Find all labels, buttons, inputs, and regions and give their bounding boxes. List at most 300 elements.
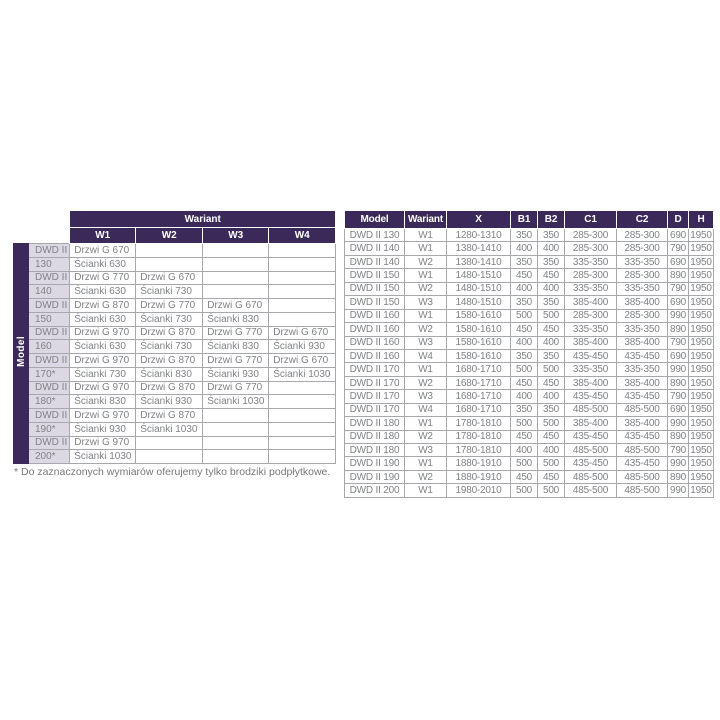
dimension-cell: 690 (668, 296, 689, 309)
dimension-cell: 1780-1810 (447, 430, 511, 443)
dimension-cell: 990 (668, 417, 689, 430)
dimension-cell: 1880-1910 (447, 457, 511, 470)
scianki-cell (269, 312, 336, 326)
dimension-cell: 350 (511, 349, 538, 362)
drzwi-cell (269, 381, 336, 395)
dimension-cell: 335-350 (617, 323, 668, 336)
dimension-cell: 350 (538, 255, 565, 268)
dimension-cell: 350 (511, 229, 538, 242)
dimension-cell: 350 (538, 349, 565, 362)
dimension-cell: 450 (511, 376, 538, 389)
dimension-cell: 385-400 (565, 417, 617, 430)
dimensions-table (344, 210, 714, 498)
dimension-cell: 1950 (690, 256, 712, 268)
dimension-cell: 435-450 (565, 457, 617, 470)
model-number-cell: 160 (29, 340, 70, 354)
dimension-cell: 285-300 (617, 269, 668, 282)
table-row (345, 282, 714, 295)
scianki-cell: Ścianki 1030 (70, 450, 136, 464)
variant-table-header (14, 211, 336, 244)
scianki-cell: Ścianki 730 (136, 340, 203, 354)
scianki-cell: Ścianki 930 (136, 395, 203, 409)
dimension-cell: 990 (668, 309, 689, 322)
dimension-cell: 450 (538, 269, 565, 282)
dimension-cell: 1380-1410 (447, 242, 511, 255)
model-number-cell: 190* (29, 422, 70, 436)
table-row (14, 285, 336, 299)
dimension-cell: 790 (668, 390, 689, 403)
dimensions-col-header: B2 (538, 211, 565, 229)
scianki-cell (269, 395, 336, 409)
dimension-cell: 435-450 (617, 349, 668, 362)
table-row (14, 244, 336, 258)
drzwi-cell (136, 436, 203, 450)
dimension-cell: 1780-1810 (447, 417, 511, 430)
scianki-cell: Ścianki 730 (70, 367, 136, 381)
dimension-cell: 485-500 (617, 484, 668, 497)
table-row (14, 340, 336, 354)
drzwi-cell (203, 244, 269, 258)
model-number-cell: 180* (29, 395, 70, 409)
dimension-cell: 385-400 (617, 296, 668, 309)
drzwi-cell: Drzwi G 770 (203, 354, 269, 368)
table-row (345, 255, 714, 268)
scianki-cell: Ścianki 830 (70, 395, 136, 409)
dimensions-table-header (345, 211, 714, 229)
drzwi-cell: Drzwi G 670 (136, 271, 203, 285)
variant-col-header: W2 (136, 228, 203, 244)
dimension-cell: 1950 (690, 270, 712, 282)
model-axis-label: Model (15, 335, 27, 367)
dimension-cell: 1950 (690, 310, 712, 322)
scianki-cell: Ścianki 830 (136, 367, 203, 381)
table-row (14, 271, 336, 285)
dimension-cell: 335-350 (565, 282, 617, 295)
dimension-cell: W1 (405, 484, 447, 497)
dimension-cell: DWD II 150 (345, 296, 405, 309)
dimension-cell: 1880-1910 (447, 470, 511, 483)
dimensions-col-header: X (447, 211, 511, 229)
variant-header-row (14, 211, 336, 228)
dimension-cell: 500 (538, 309, 565, 322)
scianki-cell (203, 257, 269, 271)
table-row (345, 484, 714, 497)
dimension-cell: 790 (668, 242, 689, 255)
dimension-cell: 1950 (690, 350, 712, 362)
variant-columns-row (14, 228, 336, 244)
dimension-cell: 400 (538, 336, 565, 349)
dimension-cell: 890 (668, 470, 689, 483)
table-row (345, 457, 714, 470)
table-row (345, 390, 714, 403)
dimension-cell: 1950 (690, 323, 712, 335)
drzwi-cell: Drzwi G 870 (136, 409, 203, 423)
dimensions-table-body (345, 229, 714, 498)
dimension-cell: 385-400 (565, 296, 617, 309)
drzwi-cell (269, 299, 336, 313)
dimension-cell: W2 (405, 282, 447, 295)
table-row (14, 409, 336, 423)
table-row (14, 381, 336, 395)
scianki-cell (269, 422, 336, 436)
dimension-cell: DWD II 170 (345, 376, 405, 389)
dimension-cell: 450 (511, 430, 538, 443)
table-row (345, 323, 714, 336)
dimension-cell: 485-500 (617, 470, 668, 483)
table-row (345, 363, 714, 376)
drzwi-cell (203, 436, 269, 450)
scianki-cell: Ścianki 930 (269, 340, 336, 354)
dimension-cell: W1 (405, 363, 447, 376)
dimension-cell: 790 (668, 444, 689, 457)
model-number-cell: 140 (29, 285, 70, 299)
dimension-cell: 1950 (690, 337, 712, 349)
dimension-cell: W3 (405, 296, 447, 309)
dimension-cell: 485-500 (565, 403, 617, 416)
drzwi-cell: Drzwi G 970 (70, 409, 136, 423)
table-row (345, 349, 714, 362)
dimension-cell: 1950 (690, 229, 712, 241)
variant-table-body (14, 244, 336, 464)
dimension-cell: 400 (511, 242, 538, 255)
table-row (345, 470, 714, 483)
dimension-cell: 435-450 (565, 390, 617, 403)
dimension-cell: 385-400 (617, 417, 668, 430)
dimension-cell: 350 (538, 229, 565, 242)
dimension-cell: 1950 (690, 364, 712, 376)
dimension-cell: 335-350 (617, 255, 668, 268)
scianki-cell: Ścianki 1030 (136, 422, 203, 436)
model-name-cell: DWD II (29, 409, 70, 423)
scianki-cell: Ścianki 830 (203, 340, 269, 354)
dimension-cell: 690 (668, 349, 689, 362)
dimension-cell: 485-500 (565, 470, 617, 483)
model-name-cell: DWD II (29, 381, 70, 395)
table-row (14, 257, 336, 271)
dimension-cell: 450 (511, 269, 538, 282)
dimension-cell: W2 (405, 430, 447, 443)
dimension-cell: 385-400 (565, 376, 617, 389)
table-row (345, 417, 714, 430)
variant-table (13, 210, 336, 464)
dimension-cell: 485-500 (617, 403, 668, 416)
table-row (14, 422, 336, 436)
dimension-cell: 350 (538, 296, 565, 309)
dimension-cell: 500 (538, 417, 565, 430)
dimension-cell: W2 (405, 323, 447, 336)
dimension-cell: 890 (668, 323, 689, 336)
dimension-cell: 1480-1510 (447, 296, 511, 309)
dimension-cell: W4 (405, 349, 447, 362)
model-name-cell: DWD II (29, 244, 70, 258)
table-row (345, 336, 714, 349)
table-row (345, 296, 714, 309)
dimension-cell: 285-300 (565, 269, 617, 282)
scianki-cell (136, 257, 203, 271)
dimension-cell: 500 (511, 363, 538, 376)
dimension-cell: 350 (511, 255, 538, 268)
dimension-cell: 385-400 (617, 336, 668, 349)
dimension-cell: 1780-1810 (447, 444, 511, 457)
dimension-cell: 350 (511, 296, 538, 309)
dimension-cell: 1980-2010 (447, 484, 511, 497)
dimension-cell: 500 (538, 484, 565, 497)
dimension-cell: 1950 (690, 390, 712, 402)
table-row (14, 312, 336, 326)
variant-col-header: W3 (203, 228, 269, 244)
table-row (14, 354, 336, 368)
dimension-cell: 450 (511, 323, 538, 336)
scianki-cell (203, 422, 269, 436)
dimension-cell: DWD II 160 (345, 349, 405, 362)
model-name-cell: DWD II (29, 271, 70, 285)
dimension-cell: 335-350 (565, 255, 617, 268)
dimension-cell: 790 (668, 282, 689, 295)
drzwi-cell: Drzwi G 970 (70, 381, 136, 395)
model-number-cell: 150 (29, 312, 70, 326)
dimension-cell: DWD II 180 (345, 444, 405, 457)
dimension-cell: 1480-1510 (447, 282, 511, 295)
drzwi-cell: Drzwi G 970 (70, 354, 136, 368)
dimension-cell: 450 (538, 430, 565, 443)
dimension-cell: 285-300 (617, 229, 668, 242)
dimension-cell: 400 (538, 282, 565, 295)
table-row (14, 299, 336, 313)
table-row (14, 367, 336, 381)
dimension-cell: DWD II 170 (345, 363, 405, 376)
scianki-cell (269, 450, 336, 464)
dimension-cell: DWD II 170 (345, 403, 405, 416)
dimension-cell: 1950 (690, 296, 712, 308)
dimension-cell: 400 (538, 444, 565, 457)
table-row (14, 395, 336, 409)
dimension-cell: W1 (405, 269, 447, 282)
dimensions-col-header: C1 (565, 211, 617, 229)
variant-col-header: W4 (269, 228, 336, 244)
table-row (345, 430, 714, 443)
dimension-cell: 400 (511, 390, 538, 403)
table-row (14, 436, 336, 450)
dimension-cell: W4 (405, 403, 447, 416)
dimension-cell: 1280-1310 (447, 229, 511, 242)
dimension-cell: 500 (511, 484, 538, 497)
dimension-cell: 335-350 (565, 363, 617, 376)
dimensions-col-header: C2 (617, 211, 668, 229)
table-row (345, 444, 714, 457)
dimension-cell: DWD II 170 (345, 390, 405, 403)
drzwi-cell: Drzwi G 770 (70, 271, 136, 285)
drzwi-cell (136, 244, 203, 258)
header-spacer (14, 211, 70, 228)
dimension-cell: 1680-1710 (447, 363, 511, 376)
dimension-cell: 500 (538, 363, 565, 376)
scianki-cell: Ścianki 930 (203, 367, 269, 381)
header-spacer (14, 228, 70, 244)
table-row (345, 403, 714, 416)
dimension-cell: 435-450 (617, 430, 668, 443)
dimension-cell: 400 (511, 336, 538, 349)
dimension-cell: 435-450 (565, 430, 617, 443)
dimension-cell: DWD II 190 (345, 457, 405, 470)
dimension-cell: 285-300 (617, 309, 668, 322)
dimension-cell: 690 (668, 403, 689, 416)
drzwi-cell (269, 409, 336, 423)
dimension-cell: 435-450 (617, 457, 668, 470)
model-axis-cell (14, 244, 29, 464)
dimension-cell: 285-300 (565, 309, 617, 322)
dimension-cell: 400 (511, 444, 538, 457)
dimension-cell: W3 (405, 336, 447, 349)
dimension-cell: 890 (668, 376, 689, 389)
dimension-cell: 1580-1610 (447, 349, 511, 362)
dimension-cell: W1 (405, 457, 447, 470)
dimension-cell: W2 (405, 376, 447, 389)
scianki-cell: Ścianki 630 (70, 340, 136, 354)
dimension-cell: 1950 (690, 243, 712, 255)
table-row (345, 376, 714, 389)
dimension-cell: DWD II 150 (345, 269, 405, 282)
dimension-cell: 450 (511, 470, 538, 483)
drzwi-cell (203, 271, 269, 285)
dimension-cell: 385-400 (617, 376, 668, 389)
scianki-cell: Ścianki 830 (203, 312, 269, 326)
dimension-cell: 1950 (690, 417, 712, 429)
dimension-cell: 890 (668, 430, 689, 443)
scianki-cell (203, 285, 269, 299)
drzwi-cell: Drzwi G 670 (269, 326, 336, 340)
dimension-cell: 485-500 (565, 484, 617, 497)
dimension-cell: 500 (511, 417, 538, 430)
model-number-cell: 170* (29, 367, 70, 381)
dimension-cell: 285-300 (565, 229, 617, 242)
dimensions-col-header: D (668, 211, 689, 229)
dimension-cell: 690 (668, 229, 689, 242)
dimension-cell: 500 (511, 457, 538, 470)
dimension-cell: 1950 (690, 458, 712, 470)
dimension-cell: 485-500 (565, 444, 617, 457)
table-row (14, 450, 336, 464)
dimension-cell: W1 (405, 309, 447, 322)
model-name-cell: DWD II (29, 326, 70, 340)
dimension-cell: 1950 (690, 444, 712, 456)
drzwi-cell: Drzwi G 770 (203, 326, 269, 340)
drzwi-cell (269, 436, 336, 450)
dimension-cell: 435-450 (617, 390, 668, 403)
dimension-cell: 990 (668, 457, 689, 470)
table-row (14, 326, 336, 340)
dimension-cell: DWD II 160 (345, 336, 405, 349)
scianki-cell (203, 450, 269, 464)
scianki-cell: Ścianki 630 (70, 285, 136, 299)
dimension-cell: DWD II 190 (345, 470, 405, 483)
dimension-cell: 1950 (690, 283, 712, 295)
dimensions-header-row (345, 211, 714, 229)
scianki-cell (269, 257, 336, 271)
dimension-cell: 335-350 (617, 282, 668, 295)
dimension-cell: 450 (538, 323, 565, 336)
dimension-cell: W3 (405, 444, 447, 457)
dimension-cell: 990 (668, 484, 689, 497)
dimension-cell: 1950 (690, 431, 712, 443)
dimension-cell: W1 (405, 417, 447, 430)
dimension-cell: DWD II 160 (345, 323, 405, 336)
dimensions-col-header: B1 (511, 211, 538, 229)
dimension-cell: 500 (511, 309, 538, 322)
drzwi-cell (269, 244, 336, 258)
dimension-cell: 450 (538, 470, 565, 483)
scianki-cell: Ścianki 930 (70, 422, 136, 436)
dimension-cell: 400 (511, 282, 538, 295)
dimension-cell: DWD II 160 (345, 309, 405, 322)
drzwi-cell: Drzwi G 670 (70, 244, 136, 258)
dimension-cell: DWD II 140 (345, 242, 405, 255)
dimension-cell: 385-400 (565, 336, 617, 349)
dimension-cell: 690 (668, 255, 689, 268)
drzwi-cell: Drzwi G 970 (70, 436, 136, 450)
scianki-cell: Ścianki 1030 (203, 395, 269, 409)
model-name-cell: DWD II (29, 299, 70, 313)
dimension-cell: 1950 (690, 471, 712, 483)
drzwi-cell: Drzwi G 870 (136, 354, 203, 368)
scianki-cell (136, 450, 203, 464)
dimension-cell: 435-450 (565, 349, 617, 362)
dimension-cell: 790 (668, 336, 689, 349)
dimension-cell: 1680-1710 (447, 403, 511, 416)
model-number-cell: 130 (29, 257, 70, 271)
dimensions-col-header: Wariant (405, 211, 447, 229)
dimension-cell: W1 (405, 242, 447, 255)
dimension-cell: DWD II 180 (345, 417, 405, 430)
dimension-cell: 890 (668, 269, 689, 282)
dimension-cell: 1950 (690, 377, 712, 389)
dimension-cell: DWD II 180 (345, 430, 405, 443)
scianki-cell: Ścianki 1030 (269, 367, 336, 381)
scianki-cell (269, 285, 336, 299)
dimension-cell: 285-300 (565, 242, 617, 255)
scianki-cell: Ścianki 630 (70, 257, 136, 271)
dimension-cell: 350 (511, 403, 538, 416)
model-number-cell: 200* (29, 450, 70, 464)
variant-group-header: Wariant (70, 211, 336, 228)
scianki-cell: Ścianki 730 (136, 312, 203, 326)
footnote: * Do zaznaczonych wymiarów oferujemy tylko brodziki podpłytkowe. (14, 466, 331, 478)
scianki-cell: Ścianki 730 (136, 285, 203, 299)
drzwi-cell: Drzwi G 670 (203, 299, 269, 313)
scianki-cell: Ścianki 630 (70, 312, 136, 326)
drzwi-cell: Drzwi G 770 (203, 381, 269, 395)
dimension-cell: 1580-1610 (447, 323, 511, 336)
model-name-cell: DWD II (29, 354, 70, 368)
dimension-cell: 285-300 (617, 242, 668, 255)
dimension-cell: W2 (405, 470, 447, 483)
dimension-cell: 335-350 (565, 323, 617, 336)
dimensions-col-header: Model (345, 211, 405, 229)
dimension-cell: W2 (405, 255, 447, 268)
drzwi-cell (203, 409, 269, 423)
drzwi-cell: Drzwi G 970 (70, 326, 136, 340)
dimension-cell: DWD II 200 (345, 484, 405, 497)
drzwi-cell: Drzwi G 870 (136, 326, 203, 340)
table-row (345, 309, 714, 322)
dimension-cell: 485-500 (617, 444, 668, 457)
dimension-cell: 1580-1610 (447, 309, 511, 322)
table-row (345, 229, 714, 242)
dimension-cell: 400 (538, 390, 565, 403)
dimension-cell: 1680-1710 (447, 376, 511, 389)
dimension-cell: 1950 (690, 485, 712, 497)
dimension-cell: 335-350 (617, 363, 668, 376)
dimension-cell: 1380-1410 (447, 255, 511, 268)
